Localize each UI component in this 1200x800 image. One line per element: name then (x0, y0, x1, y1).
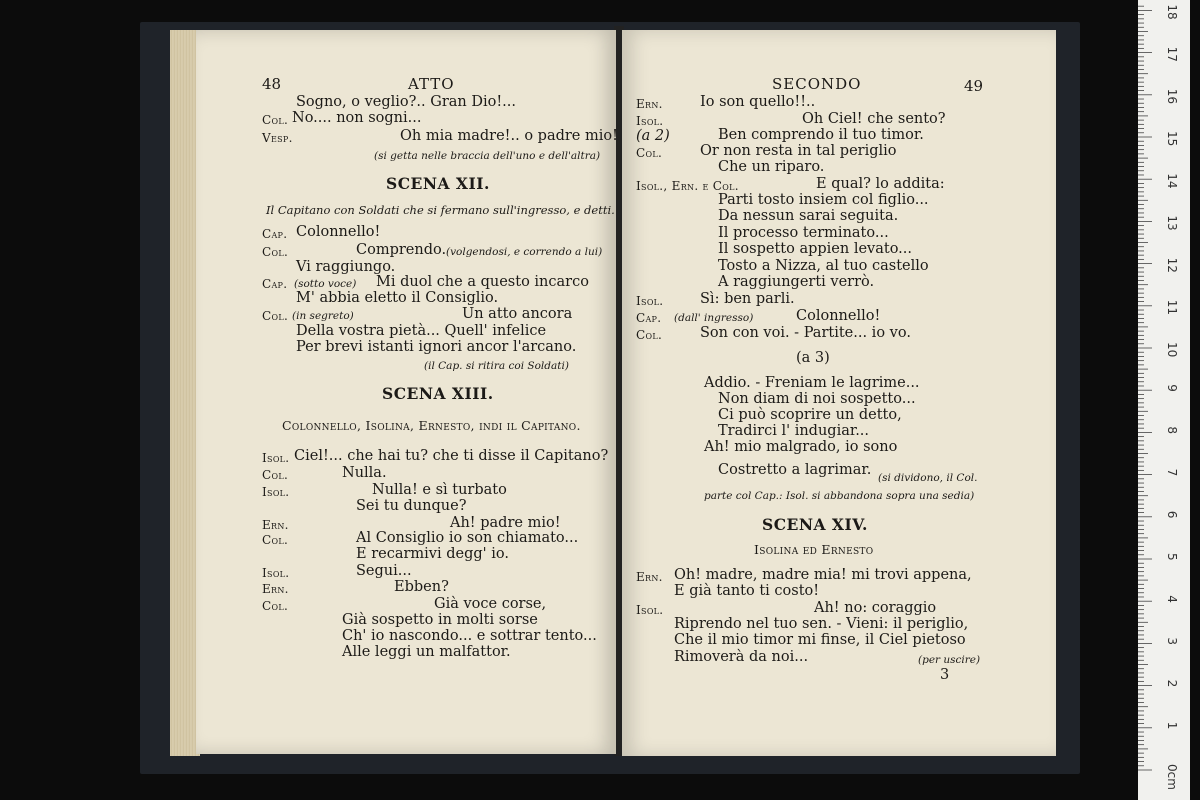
ruler-label: 15 (1165, 131, 1179, 147)
verse-line: Della vostra pietà... Quell' infelice (296, 323, 547, 339)
ruler-label: 16 (1165, 88, 1179, 105)
verse-line: Alle leggi un malfattor. (342, 644, 511, 660)
verse-line: E già tanto ti costo! (674, 583, 820, 599)
signature-mark: 3 (940, 667, 950, 683)
ruler-label: 5 (1165, 553, 1179, 561)
right-page (622, 30, 1056, 756)
verse-line: Sì: ben parli. (700, 291, 795, 307)
speaker-label: Vesp. (262, 131, 293, 145)
ruler-label: 14 (1165, 173, 1179, 189)
stage-direction: (volgendosi, e correndo a lui) (446, 246, 603, 258)
running-header: ATTO (408, 75, 455, 93)
verse-line: Non diam di noi sospetto... (718, 391, 916, 407)
speaker-label: Col. (262, 113, 289, 127)
verse-line: Addio. - Freniam le lagrime... (704, 375, 920, 391)
stage-direction: Colonnello, Isolina, Ernesto, indi il Capitano. (282, 418, 581, 433)
speaker-label: Isol. (262, 485, 290, 499)
verse-line: Che il mio timor mi finse, il Ciel pietoso (674, 632, 966, 648)
ruler-label: 6 (1165, 510, 1179, 519)
stage-direction: Il Capitano con Soldati che si fermano sull'ingresso, e detti. (266, 203, 615, 217)
ruler-label: 18 (1165, 4, 1179, 20)
speaker-label: Isol. (636, 114, 664, 128)
verse-line: A raggiungerti verrò. (718, 274, 875, 290)
verse-line: Già sospetto in molti sorse (342, 612, 538, 628)
stage-direction: Isolina ed Ernesto (754, 542, 874, 557)
verse-line: Ebben? (394, 579, 449, 595)
verse-line: Sogno, o veglio?.. Gran Dio!... (296, 94, 516, 110)
speaker-label: Col. (636, 146, 663, 160)
speaker-label: Isol. (636, 294, 664, 308)
verse-line: Tradirci l' indugiar... (718, 423, 870, 439)
verse-line: Vi raggiungo. (296, 259, 396, 275)
speaker-label: Ern. (262, 582, 289, 596)
verse-line: Il sospetto appien levato... (718, 241, 913, 257)
verse-line: Parti tosto insiem col figlio... (718, 192, 929, 208)
verse-line: Segui... (356, 563, 412, 579)
speaker-label: (a 2) (636, 128, 670, 144)
verse-line: Or non resta in tal periglio (700, 143, 897, 159)
verse-line: Oh mia madre!.. o padre mio! (400, 128, 618, 144)
verse-line: Ciel!... che hai tu? che ti disse il Capitano? (294, 448, 609, 464)
stage-direction: (per uscire) (918, 654, 981, 666)
left-page (196, 30, 616, 754)
speaker-label: Col. (262, 309, 289, 323)
ruler-label: 7 (1165, 468, 1179, 477)
verse-line: Ah! padre mio! (450, 515, 561, 531)
speaker-label: Isol. (262, 566, 290, 580)
verse-line: Da nessun sarai seguita. (718, 208, 899, 224)
verse-line: E recarmivi degg' io. (356, 546, 509, 562)
verse-line: Ci può scoprire un detto, (718, 407, 902, 423)
speaker-label: Cap. (262, 227, 288, 241)
speaker-label: Cap. (636, 311, 662, 325)
scene-title: SCENA XIV. (762, 515, 868, 534)
verse-line: Ben comprendo il tuo timor. (718, 127, 924, 143)
stage-direction: (si getta nelle braccia dell'uno e dell'altra) (374, 150, 601, 162)
ruler-ticks (1138, 0, 1190, 800)
verse-line: Nulla! e sì turbato (372, 482, 507, 498)
ruler-label: 4 (1165, 595, 1179, 603)
speaker-label: Isol., Ern. e Col. (636, 179, 739, 193)
verse-line: Rimoverà da noi... (674, 649, 809, 665)
ruler-label: 3 (1165, 637, 1179, 646)
ruler-label: 12 (1165, 257, 1179, 273)
verse-line: Comprendo. (356, 242, 447, 258)
verse-line: Oh Ciel! che sento? (802, 111, 946, 127)
speaker-label: Ern. (636, 97, 663, 111)
page-number: 49 (964, 77, 984, 95)
speaker-label: Col. (262, 245, 289, 259)
verse-line: Un atto ancora (462, 306, 573, 322)
verse-line: Nulla. (342, 465, 387, 481)
verse-line: Tosto a Nizza, al tuo castello (718, 258, 929, 274)
speaker-label: Col. (262, 533, 289, 547)
verse-line: Io son quello!!.. (700, 94, 816, 110)
verse-line: Già voce corse, (434, 596, 547, 612)
verse-line: Costretto a lagrimar. (718, 462, 872, 478)
speaker-label: Col. (262, 599, 289, 613)
stage-direction: (in segreto) (292, 310, 354, 322)
verse-line: Il processo terminato... (718, 225, 889, 241)
verse-line: Per brevi istanti ignori ancor l'arcano. (296, 339, 577, 355)
speaker-label: Col. (262, 468, 289, 482)
ruler-label: 17 (1165, 46, 1179, 62)
ruler-label: 8 (1165, 426, 1179, 435)
ruler-label: 11 (1165, 299, 1179, 316)
measuring-ruler (1138, 0, 1190, 800)
stage-direction: parte col Cap.: Isol. si abbandona sopra una sedia) (704, 490, 975, 502)
speaker-label: Ern. (262, 518, 289, 532)
speaker-label: Cap. (262, 277, 288, 291)
scene-title: SCENA XIII. (382, 384, 494, 403)
running-header: SECONDO (772, 75, 862, 93)
ruler-label: 0cm (1165, 764, 1179, 790)
verse-line: Son con voi. - Partite... io vo. (700, 325, 911, 341)
stage-direction: (si dividono, il Col. (878, 472, 978, 484)
ensemble-label: (a 3) (796, 350, 830, 366)
verse-line: Mi duol che a questo incarco (376, 274, 589, 290)
ruler-label: 9 (1165, 384, 1179, 392)
stage-direction: (sotto voce) (294, 278, 357, 290)
ruler-label: 10 (1165, 342, 1179, 358)
ruler-label: 1 (1165, 721, 1179, 730)
verse-line: Colonnello! (296, 224, 381, 240)
verse-line: Ah! no: coraggio (814, 600, 937, 616)
verse-line: Oh! madre, madre mia! mi trovi appena, (674, 567, 972, 583)
verse-line: Sei tu dunque? (356, 498, 467, 514)
verse-line: Che un riparo. (718, 159, 825, 175)
speaker-label: Ern. (636, 570, 663, 584)
verse-line: Ch' io nascondo... e sottrar tento... (342, 628, 597, 644)
verse-line: Ah! mio malgrado, io sono (704, 439, 898, 455)
verse-line: Riprendo nel tuo sen. - Vieni: il periglio, (674, 616, 969, 632)
verse-line: E qual? lo addita: (816, 176, 945, 192)
verse-line: M' abbia eletto il Consiglio. (296, 290, 499, 306)
stage-direction: (dall' ingresso) (674, 312, 754, 324)
page-number: 48 (262, 75, 282, 93)
verse-line: No.... non sogni... (292, 110, 422, 126)
scene-title: SCENA XII. (386, 174, 490, 193)
ruler-label: 2 (1165, 679, 1179, 688)
speaker-label: Col. (636, 328, 663, 342)
speaker-label: Isol. (636, 603, 664, 617)
verse-line: Al Consiglio io son chiamato... (356, 530, 579, 546)
stage-direction: (il Cap. si ritira coi Soldati) (424, 360, 569, 372)
ruler-label: 13 (1165, 215, 1179, 231)
verse-line: Colonnello! (796, 308, 881, 324)
speaker-label: Isol. (262, 451, 290, 465)
